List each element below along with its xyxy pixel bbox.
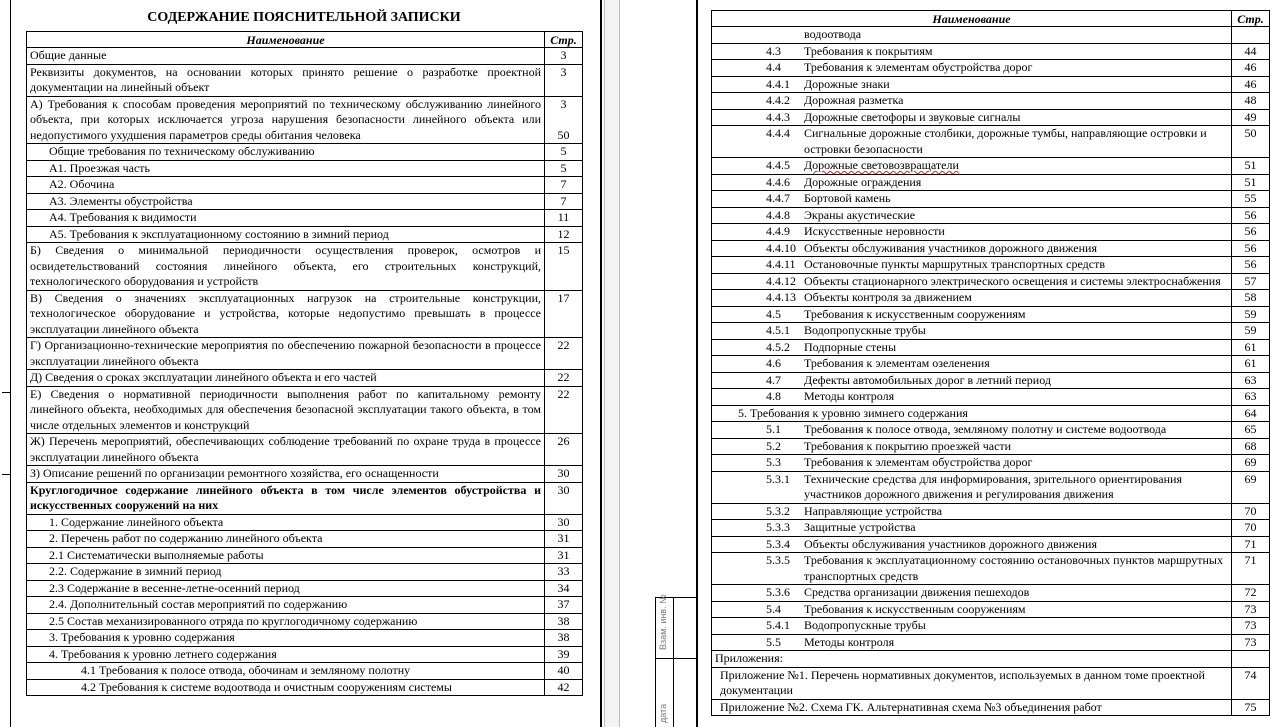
toc-entry-number: 5.4 — [766, 601, 781, 616]
toc-entry-title: 2.3 Содержание в весенне-летне-осенний период — [27, 580, 545, 597]
toc-row — [27, 646, 583, 663]
column-header-page: Стр. — [1232, 11, 1270, 27]
toc-row — [27, 564, 583, 581]
toc-entry — [712, 601, 1232, 618]
toc-row — [712, 356, 1270, 373]
toc-entry — [712, 76, 1232, 93]
right-document-page — [620, 0, 1280, 727]
toc-entry-page: 31 — [545, 531, 583, 548]
stamp-col-line — [673, 598, 674, 727]
toc-entry-page: 64 — [1232, 405, 1270, 422]
toc-entry — [712, 207, 1232, 224]
stamp-label-replace: Взам. инв. № — [658, 594, 668, 650]
toc-entry — [712, 158, 1232, 175]
toc-row — [27, 597, 583, 614]
toc-entry-number: 5.2 — [766, 438, 781, 453]
toc-entry-page: 70 — [1232, 520, 1270, 537]
toc-entry — [712, 455, 1232, 472]
toc-entry — [712, 585, 1232, 602]
toc-entry — [712, 323, 1232, 340]
toc-entry-number: 4.4.3 — [766, 109, 790, 124]
toc-row — [712, 634, 1270, 651]
toc-row — [712, 158, 1270, 175]
toc-entry-title: Общие требования по техническому обслуживанию — [27, 144, 545, 161]
toc-entry-title: водоотвода — [804, 27, 862, 41]
toc-row — [27, 547, 583, 564]
toc-entry-number: 4.4 — [766, 60, 781, 74]
toc-entry-title: Средства организации движения пешеходов — [804, 585, 1030, 599]
toc-row — [27, 514, 583, 531]
toc-entry-page: 68 — [1232, 438, 1270, 455]
toc-entry-page: 65 — [1232, 422, 1270, 439]
toc-table-left — [26, 31, 583, 696]
toc-entry-title: 2.1 Систематически выполняемые работы — [27, 547, 545, 564]
toc-entry-number: 4.4.11 — [766, 257, 796, 271]
toc-entry-title: Защитные устройства — [804, 520, 916, 534]
toc-row — [712, 553, 1270, 585]
toc-entry-title: Круглогодичное содержание линейного объекта в том числе элементов обустройства и искусственных сооружений на них — [27, 482, 545, 514]
toc-entry-title: Экраны акустические — [804, 207, 916, 222]
toc-entry-page: 48 — [1232, 93, 1270, 110]
toc-entry-page: 38 — [545, 613, 583, 630]
toc-entry — [712, 389, 1232, 406]
toc-row — [712, 471, 1270, 503]
toc-entry — [712, 553, 1232, 585]
toc-entry — [712, 43, 1232, 60]
toc-row — [712, 372, 1270, 389]
toc-entry-number: 4.7 — [766, 372, 781, 387]
toc-entry-number: 4.4.8 — [766, 207, 790, 222]
toc-row — [712, 207, 1270, 224]
toc-entry-page: 69 — [1232, 471, 1270, 503]
toc-entry-page: 46 — [1232, 76, 1270, 93]
toc-entry — [712, 240, 1232, 257]
toc-row — [712, 585, 1270, 602]
toc-entry-title: Требования к искусственным сооружениям — [804, 601, 1026, 616]
toc-entry-page: 3 — [545, 64, 583, 96]
toc-entry-number: 4.4.6 — [766, 174, 790, 189]
toc-entry-page: 56 — [1232, 224, 1270, 241]
toc-row — [712, 306, 1270, 323]
toc-entry-title: Объекты обслуживания участников дорожного движения — [804, 536, 1097, 551]
toc-entry-page: 57 — [1232, 273, 1270, 290]
toc-row — [712, 601, 1270, 618]
toc-entry — [712, 699, 1232, 716]
toc-entry-title: Остановочные пункты маршрутных транспортных средств — [804, 257, 1106, 271]
toc-entry-title: А3. Элементы обустройства — [27, 193, 545, 210]
toc-row — [27, 434, 583, 466]
toc-entry-page: 73 — [1232, 618, 1270, 635]
toc-entry-page: 26 — [545, 434, 583, 466]
stamp-row-line — [655, 658, 696, 659]
toc-entry-title: 2. Перечень работ по содержанию линейного объекта — [27, 531, 545, 548]
page-gutter — [604, 0, 620, 727]
toc-entry-page: 59 — [1232, 323, 1270, 340]
stamp-col-line — [655, 598, 656, 727]
toc-entry — [712, 126, 1232, 158]
toc-row — [712, 257, 1270, 274]
toc-entry — [712, 191, 1232, 208]
toc-entry-title: Объекты обслуживания участников дорожного движения — [804, 240, 1097, 255]
toc-entry-title: Приложения: — [715, 651, 783, 665]
toc-entry-title: 3. Требования к уровню содержания — [27, 630, 545, 647]
toc-entry-number: 4.5.1 — [766, 323, 790, 337]
toc-entry-title: Реквизиты документов, на основании которых принято решение о разработке проектной документации на линейный объект — [27, 64, 545, 96]
toc-entry — [712, 618, 1232, 635]
stamp-line — [2, 474, 10, 475]
toc-entry-number: 4.5 — [766, 306, 781, 321]
toc-row — [27, 160, 583, 177]
toc-entry-page: 37 — [545, 597, 583, 614]
toc-entry-page: 61 — [1232, 356, 1270, 373]
toc-row — [27, 96, 583, 144]
toc-entry-page: 22 — [545, 370, 583, 387]
toc-row — [27, 290, 583, 338]
toc-entry-number: 5.5 — [766, 634, 781, 649]
toc-entry-page: 61 — [1232, 339, 1270, 356]
toc-entry — [712, 93, 1232, 110]
toc-entry-page: 34 — [545, 580, 583, 597]
toc-entry-title: В) Сведения о значениях эксплуатационных нагрузок на строительные конструкции, технологическое оборудование и устройства, которые недопустимо превышать в процессе эксплуатации линейного объекта — [27, 290, 545, 338]
toc-row — [712, 422, 1270, 439]
left-document-page — [0, 0, 604, 727]
toc-entry-page: 70 — [1232, 503, 1270, 520]
toc-entry-page — [1232, 27, 1270, 44]
toc-entry-page: 56 — [1232, 257, 1270, 274]
toc-entry — [712, 356, 1232, 373]
toc-entry-title: 5. Требования к уровню зимнего содержания — [738, 405, 968, 420]
toc-row — [712, 455, 1270, 472]
toc-entry-page: 49 — [1232, 109, 1270, 126]
toc-entry-title: 4.2 Требования к системе водоотвода и очистным сооружениям системы — [27, 679, 545, 696]
toc-row — [27, 466, 583, 483]
toc-entry-page: 71 — [1232, 536, 1270, 553]
toc-entry-page: 22 — [545, 386, 583, 434]
toc-entry-title: Водопропускные трубы — [804, 618, 926, 632]
toc-row — [712, 109, 1270, 126]
toc-entry-number: 4.4.9 — [766, 224, 790, 238]
toc-entry — [712, 634, 1232, 651]
toc-entry-page: 42 — [545, 679, 583, 696]
toc-entry — [712, 471, 1232, 503]
toc-entry-page: 17 — [545, 290, 583, 338]
toc-row — [712, 536, 1270, 553]
toc-entry-title: А) Требования к способам проведения мероприятий по техническому обслуживанию линейного объекта, при которых исключается угроза нарушения безопасности линейного объекта или недопустимого ухудшения параметров среды обитания человека — [27, 96, 545, 144]
toc-row — [712, 126, 1270, 158]
toc-row — [712, 27, 1270, 44]
toc-row — [712, 389, 1270, 406]
toc-entry-page: 22 — [545, 338, 583, 370]
toc-entry-title: Д) Сведения о сроках эксплуатации линейного объекта и его частей — [27, 370, 545, 387]
toc-entry-title: А4. Требования к видимости — [27, 210, 545, 227]
toc-row — [27, 48, 583, 65]
toc-entry-number: 5.3.6 — [766, 585, 790, 599]
toc-entry-title: Дорожные световозвращатели — [804, 158, 959, 172]
toc-entry-page: 59 — [1232, 306, 1270, 323]
toc-entry — [712, 405, 1232, 422]
toc-row — [27, 630, 583, 647]
toc-entry-title: Б) Сведения о минимальной периодичности осуществления проверок, осмотров и освидетельствований состояния линейного объекта, его строительных конструкций, технологического оборудования и устройств — [27, 243, 545, 291]
toc-entry-page: 38 — [545, 630, 583, 647]
toc-entry-page: 40 — [545, 663, 583, 680]
toc-entry-title: 1. Содержание линейного объекта — [27, 514, 545, 531]
toc-row — [712, 699, 1270, 716]
toc-entry-title: Водопропускные трубы — [804, 323, 926, 337]
column-header-name: Наименование — [712, 11, 1232, 27]
toc-entry-page: 12 — [545, 226, 583, 243]
toc-entry-title: Общие данные — [27, 48, 545, 65]
toc-entry-page: 73 — [1232, 634, 1270, 651]
toc-entry-number: 5.1 — [766, 422, 781, 436]
toc-entry — [712, 372, 1232, 389]
toc-entry-page: 69 — [1232, 455, 1270, 472]
toc-entry-title: Требования к покрытию проезжей части — [804, 438, 1012, 453]
toc-entry-title: Требования к элементам обустройства дорог — [804, 60, 1033, 74]
toc-entry-page: 7 — [545, 193, 583, 210]
toc-entry-page: 72 — [1232, 585, 1270, 602]
toc-entry-page: 63 — [1232, 372, 1270, 389]
toc-entry — [712, 667, 1232, 699]
toc-entry-title: Требования к элементам обустройства дорог — [804, 455, 1033, 469]
toc-entry — [712, 438, 1232, 455]
toc-entry-number: 5.3.4 — [766, 536, 790, 551]
toc-entry-title: Дорожные ограждения — [804, 174, 922, 189]
toc-entry-number: 5.3.3 — [766, 520, 790, 534]
toc-entry — [712, 273, 1232, 290]
toc-row — [27, 144, 583, 161]
toc-entry-number: 5.3.1 — [766, 471, 790, 486]
toc-entry-number: 4.4.2 — [766, 93, 790, 107]
toc-entry-page: 30 — [545, 514, 583, 531]
toc-row — [712, 290, 1270, 307]
toc-entry — [712, 651, 1232, 668]
toc-entry-number: 5.3.5 — [766, 553, 790, 567]
toc-row — [27, 64, 583, 96]
toc-entry-page: 44 — [1232, 43, 1270, 60]
toc-entry-page: 75 — [1232, 699, 1270, 716]
toc-entry-page: 50 — [1232, 126, 1270, 158]
toc-row — [712, 651, 1270, 668]
toc-entry-page: 3 50 — [545, 96, 583, 144]
toc-entry-title: Дорожные светофоры и звуковые сигналы — [804, 109, 1021, 124]
toc-entry-page: 51 — [1232, 158, 1270, 175]
toc-row — [27, 482, 583, 514]
toc-entry-number: 5.3 — [766, 455, 781, 469]
toc-entry — [712, 257, 1232, 274]
toc-entry-page: 58 — [1232, 290, 1270, 307]
toc-row — [712, 76, 1270, 93]
toc-entry-number: 5.4.1 — [766, 618, 790, 632]
toc-entry-title: А5. Требования к эксплуатационному состоянию в зимний период — [27, 226, 545, 243]
toc-entry — [712, 306, 1232, 323]
toc-row — [712, 323, 1270, 340]
toc-entry-title: Приложение №2. Схема ГК. Альтернативная схема №3 объединения работ — [720, 699, 1102, 714]
toc-entry-page: 56 — [1232, 207, 1270, 224]
toc-row — [712, 60, 1270, 77]
toc-row — [27, 580, 583, 597]
toc-row — [712, 191, 1270, 208]
toc-entry-page: 73 — [1232, 601, 1270, 618]
toc-entry-title: Дорожная разметка — [804, 93, 904, 107]
column-header-name: Наименование — [27, 32, 545, 48]
toc-entry-page: 71 — [1232, 553, 1270, 585]
toc-entry-page: 3 — [545, 48, 583, 65]
toc-entry-title: Подпорные стены — [804, 339, 897, 354]
toc-entry — [712, 27, 1232, 44]
toc-entry-page: 46 — [1232, 60, 1270, 77]
toc-row — [712, 503, 1270, 520]
toc-entry-title: 2.2. Содержание в зимний период — [27, 564, 545, 581]
toc-entry — [712, 109, 1232, 126]
page-title: СОДЕРЖАНИЕ ПОЯСНИТЕЛЬНОЙ ЗАПИСКИ — [147, 10, 461, 25]
toc-entry-title: А1. Проезжая часть — [27, 160, 545, 177]
toc-entry-title: 4. Требования к уровню летнего содержания — [27, 646, 545, 663]
toc-entry-title: Методы контроля — [804, 634, 895, 649]
toc-row — [712, 405, 1270, 422]
toc-entry — [712, 60, 1232, 77]
toc-entry — [712, 520, 1232, 537]
toc-row — [712, 273, 1270, 290]
toc-entry-title: Бортовой камень — [804, 191, 891, 205]
toc-row — [27, 193, 583, 210]
toc-entry-page: 30 — [545, 466, 583, 483]
toc-entry-page: 63 — [1232, 389, 1270, 406]
stamp-label-date: дата — [658, 703, 668, 723]
toc-entry-number — [766, 27, 804, 43]
toc-entry-page: 15 — [545, 243, 583, 291]
toc-entry-number: 4.5.2 — [766, 339, 790, 354]
toc-entry-title: Сигнальные дорожные столбики, дорожные тумбы, направляющие островки и островки безопасности — [804, 126, 1207, 156]
toc-entry-title: Ж) Перечень мероприятий, обеспечивающих соблюдение требований по охране труда в процессе эксплуатации линейного объекта — [27, 434, 545, 466]
toc-entry — [712, 536, 1232, 553]
toc-row — [712, 339, 1270, 356]
column-header-page: Стр. — [545, 32, 583, 48]
toc-entry-title: Технические средства для информирования, зрительного ориентирования участников дорожного движения и регулирования движения — [804, 471, 1182, 501]
toc-entry-page: 56 — [1232, 240, 1270, 257]
toc-entry-page: 31 — [545, 547, 583, 564]
toc-row — [712, 618, 1270, 635]
toc-table-right — [711, 10, 1270, 716]
toc-entry-title: Искусственные неровности — [804, 224, 945, 238]
toc-entry-title: Е) Сведения о нормативной периодичности выполнения работ по капитальному ремонту линейного объекта, необходимых для обеспечения безопасной эксплуатации такого объекта, в том числе отдельных элементов и конструкций — [27, 386, 545, 434]
toc-row — [27, 210, 583, 227]
stamp-line — [2, 392, 10, 393]
toc-row — [712, 43, 1270, 60]
toc-entry-page: 74 — [1232, 667, 1270, 699]
toc-entry-title: Дорожные знаки — [804, 76, 890, 91]
toc-entry-title: Приложение №1. Перечень нормативных документов, используемых в данном томе проектной документации — [720, 667, 1205, 697]
toc-entry-title: Дефекты автомобильных дорог в летний период — [804, 372, 1051, 387]
toc-row — [27, 386, 583, 434]
toc-row — [712, 224, 1270, 241]
toc-entry-title: 2.5 Состав механизированного отряда по круглогодичному содержанию — [27, 613, 545, 630]
toc-row — [27, 679, 583, 696]
toc-entry-number: 4.4.12 — [766, 273, 796, 288]
toc-entry-page: 39 — [545, 646, 583, 663]
toc-entry-page — [1232, 651, 1270, 668]
toc-entry-number: 5.3.2 — [766, 503, 790, 518]
toc-entry-page: 5 — [545, 160, 583, 177]
toc-entry-number: 4.4.4 — [766, 126, 790, 140]
toc-row — [712, 174, 1270, 191]
toc-entry-title: Г) Организационно-технические мероприятия по обеспечению пожарной безопасности в процессе эксплуатации линейного объекта — [27, 338, 545, 370]
toc-entry-title: Объекты стационарного электрического освещения и системы электроснабжения — [804, 273, 1221, 288]
toc-entry-title: Требования к эксплуатационному состоянию остановочных пунктов маршрутных транспортных средств — [804, 553, 1223, 583]
toc-entry-number: 4.4.13 — [766, 290, 796, 304]
toc-row — [27, 370, 583, 387]
toc-row — [27, 338, 583, 370]
toc-entry-number: 4.6 — [766, 356, 781, 370]
toc-entry-title: Объекты контроля за движением — [804, 290, 972, 304]
toc-entry — [712, 422, 1232, 439]
toc-entry-number: 4.4.1 — [766, 76, 790, 91]
toc-entry-title: 2.4. Дополнительный состав мероприятий по содержанию — [27, 597, 545, 614]
toc-entry — [712, 174, 1232, 191]
toc-entry-number: 4.4.7 — [766, 191, 790, 205]
revision-stamp — [655, 594, 696, 727]
toc-entry-number: 4.4.10 — [766, 240, 796, 255]
toc-row — [712, 240, 1270, 257]
toc-row — [27, 226, 583, 243]
toc-entry — [712, 290, 1232, 307]
toc-entry-number: 4.8 — [766, 389, 781, 403]
toc-entry-page: 5 — [545, 144, 583, 161]
toc-row — [712, 93, 1270, 110]
toc-entry — [712, 224, 1232, 241]
toc-row — [27, 177, 583, 194]
toc-entry-page: 33 — [545, 564, 583, 581]
toc-entry-number: 4.4.5 — [766, 158, 790, 172]
toc-entry — [712, 339, 1232, 356]
toc-entry-title: Направляющие устройства — [804, 503, 943, 518]
toc-entry-title: Требования к искусственным сооружениям — [804, 306, 1026, 321]
toc-row — [712, 438, 1270, 455]
toc-entry-title: А2. Обочина — [27, 177, 545, 194]
toc-row — [27, 613, 583, 630]
toc-row — [27, 663, 583, 680]
toc-entry-number: 4.3 — [766, 43, 781, 58]
toc-entry-page: 30 — [545, 482, 583, 514]
toc-row — [27, 243, 583, 291]
toc-entry-title: Требования к элементам озеленения — [804, 356, 990, 370]
toc-row — [712, 520, 1270, 537]
toc-entry-title: 4.1 Требования к полосе отвода, обочинам и земляному полотну — [27, 663, 545, 680]
toc-entry — [712, 503, 1232, 520]
toc-entry-title: Требования к полосе отвода, земляному полотну и системе водоотвода — [804, 422, 1167, 436]
toc-entry-page: 7 — [545, 177, 583, 194]
toc-entry-page: 51 — [1232, 174, 1270, 191]
toc-entry-title: З) Описание решений по организации ремонтного хозяйства, его оснащенности — [27, 466, 545, 483]
toc-row — [27, 531, 583, 548]
toc-entry-title: Требования к покрытиям — [804, 43, 933, 58]
toc-entry-title: Методы контроля — [804, 389, 895, 403]
toc-entry-page: 11 — [545, 210, 583, 227]
toc-row — [712, 667, 1270, 699]
toc-entry-page: 55 — [1232, 191, 1270, 208]
